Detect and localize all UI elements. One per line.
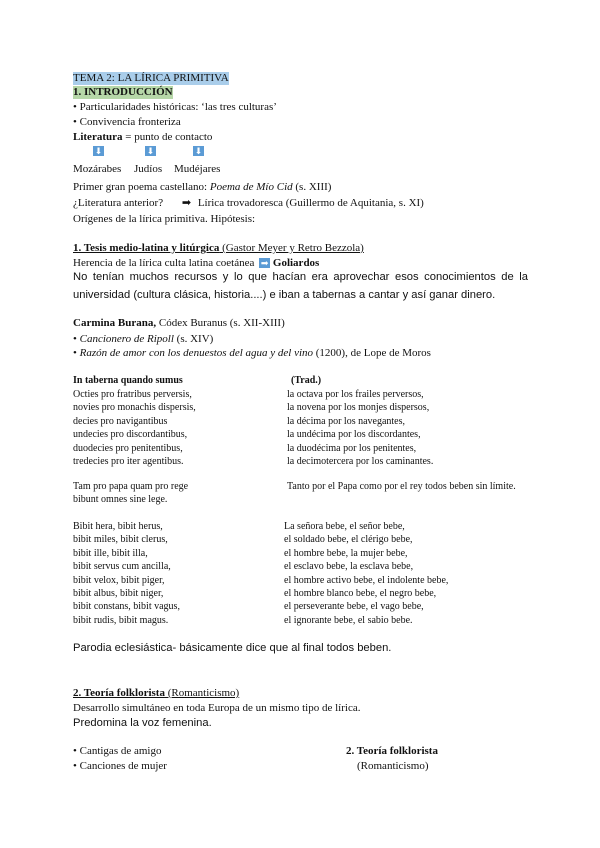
bullet-particularidades: • Particularidades históricas: ‘las tres culturas’ (73, 101, 277, 113)
literatura-line (73, 131, 212, 144)
verse: bibunt omnes sine lege. (73, 494, 168, 506)
arrow-down-icon: ⬇ (146, 146, 155, 156)
group-judios: Judíos (134, 163, 163, 175)
carmina-rest: Códex Buranus (s. XII-XIII) (156, 317, 285, 329)
verse: novies pro monachis dispersis, (73, 402, 196, 414)
herencia-text: Herencia de la lírica culta latina coetánea (73, 257, 255, 269)
bullet-razon: • Razón de amor con los denuestos del agua y del vino (1200), de Lope de Moros (73, 347, 431, 359)
verse: bibit velox, bibit piger, (73, 574, 165, 586)
verse: duodecies pro penitentibus, (73, 442, 183, 454)
arrow-down-icon: ⬇ (194, 146, 203, 156)
poem-trad-title: (Trad.) (291, 375, 322, 386)
verse: tredecies pro iter agentibus. (73, 456, 184, 468)
poema-prefix: Primer gran poema castellano: (73, 181, 210, 193)
desarrollo-line: Desarrollo simultáneo en toda Europa de un mismo tipo de lírica. (73, 702, 361, 714)
folklorista-right-heading: 2. Teoría folklorista (346, 745, 438, 757)
folklorista-heading-rest: (Romanticismo) (164, 687, 240, 699)
verse: La señora bebe, el señor bebe, (284, 521, 405, 532)
folklorista-heading-bold: 2. Teoría folklorista (73, 687, 165, 699)
origenes-line: Orígenes de la lírica primitiva. Hipótesis: (73, 213, 256, 225)
verse: el hombre bebe, la mujer bebe, (284, 547, 408, 559)
folklorista-right-sub: (Romanticismo) (357, 760, 429, 772)
group-mozarabes: Mozárabes (73, 163, 122, 175)
anterior-question: ¿Literatura anterior? (73, 197, 164, 209)
arrow-right-icon: ➡ (181, 197, 192, 209)
verse: el perseverante bebe, el vago bebe, (284, 601, 424, 613)
verse: la undécima por los discordantes, (287, 429, 421, 441)
stanza2-latin (73, 480, 188, 507)
verse: bibit ille, bibit illa, (73, 547, 148, 559)
parodia-line: Parodia eclesiástica- básicamente dice que al final todos beben. (73, 642, 392, 654)
group-mudejares: Mudéjares (174, 163, 221, 175)
literatura-bold: Literatura (73, 131, 123, 143)
tesis-paragraph: No tenían muchos recursos y lo que hacían era aprovechar esos conocimientos de la universidad (cultura clásica, historia....) e iban a tabernas a cantar y así ganar dinero. (73, 271, 528, 301)
razon-title: Razón de amor con los denuestos del agua y del vino (79, 347, 314, 359)
stanza1-latin (73, 388, 196, 468)
verse: bibit servus cum ancilla, (73, 561, 171, 573)
folklorista-heading (73, 687, 239, 700)
poema-suffix: (s. XIII) (292, 181, 332, 193)
arrow-down-icon: ⬇ (94, 146, 103, 156)
verse: el hombre blanco bebe, el negro bebe, (284, 588, 437, 600)
verse: el soldado bebe, el clérigo bebe, (284, 534, 413, 546)
bullet-convivencia: • Convivencia fronteriza (73, 116, 181, 128)
verse: la octava por los frailes perversos, (287, 389, 424, 400)
primer-poema-line (73, 181, 331, 194)
goliardos-label: Goliardos (272, 257, 320, 269)
razon-rest: (1200), de Lope de Moros (313, 347, 431, 359)
predomina-line: Predomina la voz femenina. (73, 717, 212, 729)
bullet-ripoll: • Cancionero de Ripoll (s. XIV) (73, 333, 214, 345)
tesis-heading-rest: (Gastor Meyer y Retro Bezzola) (219, 242, 364, 254)
verse: la duodécima por los penitentes, (287, 442, 417, 454)
verse: la décima por los navegantes, (287, 415, 406, 427)
bullet-canciones: • Canciones de mujer (73, 760, 167, 772)
ripoll-rest: (s. XIV) (173, 333, 214, 345)
ripoll-title: Cancionero de Ripoll (79, 333, 174, 345)
stanza3-trad (284, 520, 448, 627)
verse: bibit constans, bibit vagus, (73, 601, 180, 613)
verse: el ignorante bebe, el sabio bebe. (284, 614, 413, 626)
tesis-heading-bold: 1. Tesis medio-latina y litúrgica (73, 242, 220, 254)
verse: Tam pro papa quam pro rege (73, 481, 189, 492)
verse: decies pro navigantibus (73, 415, 168, 427)
stanza1-trad (287, 388, 433, 468)
verse: la novena por los monjes dispersos, (287, 402, 430, 414)
carmina-bold: Carmina Burana, (73, 317, 157, 329)
verse: bibit miles, bibit clerus, (73, 534, 168, 546)
stanza2-trad: Tanto por el Papa como por el rey todos beben sin límite. (287, 481, 516, 492)
verse: undecies pro discordantibus, (73, 429, 188, 441)
verse: el hombre activo bebe, el indolente bebe, (284, 574, 449, 586)
anterior-answer: Lírica trovadoresca (Guillermo de Aquitania, s. XI) (197, 197, 424, 209)
literatura-rest: = punto de contacto (122, 131, 213, 143)
tesis-heading (73, 242, 364, 255)
verse: bibit albus, bibit niger, (73, 588, 164, 600)
carmina-title (73, 317, 285, 330)
verse: Bibit hera, bibit herus, (73, 521, 163, 532)
section-heading-introduccion: 1. INTRODUCCIÓN (73, 86, 173, 98)
bullet-cantigas: • Cantigas de amigo (73, 745, 162, 757)
verse: el esclavo bebe, la esclava bebe, (284, 561, 414, 573)
poema-title: Poema de Mío Cid (209, 181, 293, 193)
stanza3-latin (73, 520, 180, 627)
verse: la decimotercera por los caminantes. (287, 456, 434, 468)
doc-title: TEMA 2: LA LÍRICA PRIMITIVA (73, 72, 229, 84)
arrow-right-icon: ➡ (260, 258, 269, 269)
verse: Octies pro fratribus perversis, (73, 389, 192, 400)
poem-latin-title: In taberna quando sumus (73, 375, 183, 386)
anterior-line (73, 197, 424, 210)
verse: bibit rudis, bibit magus. (73, 614, 169, 626)
